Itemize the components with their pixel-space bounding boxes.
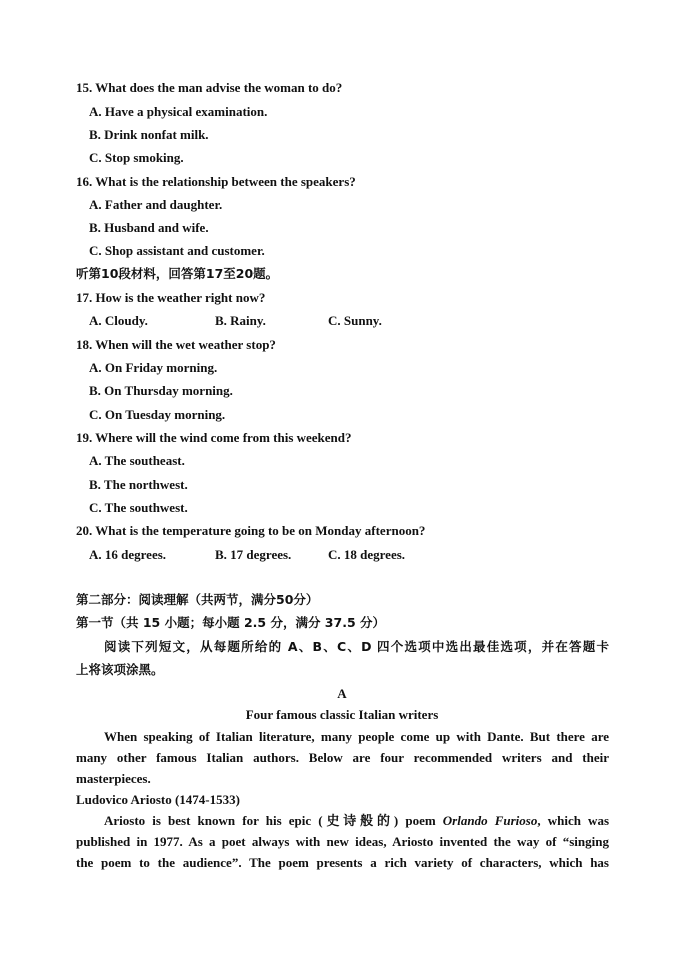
option-16-c: C. Shop assistant and customer.	[89, 243, 265, 258]
option-20-a: A. 16 degrees.	[89, 547, 167, 562]
section1-heading: 第一节（共 15 小题；每小题 2.5 分，满分 37.5 分）	[76, 615, 385, 630]
option-20-b: B. 17 degrees.	[215, 547, 292, 562]
p2-text-b: , which was	[537, 813, 610, 828]
passage-title: Four famous classic Italian writers	[245, 707, 439, 722]
part2-heading: 第二部分：阅读理解（共两节，满分50分）	[76, 592, 319, 607]
reading-instruction-line2: 上将该项涂黑。	[76, 662, 164, 677]
option-15-a: A. Have a physical examination.	[89, 104, 268, 119]
option-18-a: A. On Friday morning.	[89, 360, 218, 375]
question-18: 18. When will the wet weather stop?	[76, 337, 276, 352]
passage-p2-line3: the poem to the audience”. The poem presents a rich variety of characters, which has	[76, 855, 609, 870]
passage-p1-line2: many other famous Italian authors. Below are four recommended writers and their	[76, 750, 609, 765]
passage-p2-line2: published in 1977. As a poet always with new ideas, Ariosto invented the way of “singing	[76, 834, 609, 849]
option-15-c: C. Stop smoking.	[89, 150, 184, 165]
reading-instruction-line1: 阅读下列短文，从每题所给的 A、B、C、D 四个选项中选出最佳选项，并在答题卡	[104, 639, 609, 654]
option-16-b: B. Husband and wife.	[89, 220, 209, 235]
option-19-b: B. The northwest.	[89, 477, 188, 492]
instruction-material-10: 听第10段材料，回答第17至20题。	[76, 266, 279, 281]
option-19-a: A. The southeast.	[89, 453, 185, 468]
p2-text-a: Ariosto is best known for his epic (史诗般的) poem	[104, 813, 443, 828]
passage-p1-line3: masterpieces.	[76, 771, 151, 786]
option-17-c: C. Sunny.	[328, 313, 382, 328]
question-20: 20. What is the temperature going to be on Monday afternoon?	[76, 523, 426, 538]
passage-p1-line1: When speaking of Italian literature, many people come up with Dante. But there are	[104, 729, 609, 744]
question-16: 16. What is the relationship between the speakers?	[76, 174, 356, 189]
question-15: 15. What does the man advise the woman to do?	[76, 80, 343, 95]
question-17: 17. How is the weather right now?	[76, 290, 266, 305]
option-19-c: C. The southwest.	[89, 500, 188, 515]
option-18-c: C. On Tuesday morning.	[89, 407, 226, 422]
option-16-a: A. Father and daughter.	[89, 197, 223, 212]
option-20-c: C. 18 degrees.	[328, 547, 406, 562]
option-17-b: B. Rainy.	[215, 313, 266, 328]
passage-p2-line1	[104, 813, 609, 829]
question-19: 19. Where will the wind come from this weekend?	[76, 430, 352, 445]
option-15-b: B. Drink nonfat milk.	[89, 127, 209, 142]
option-17-a: A. Cloudy.	[89, 313, 148, 328]
option-18-b: B. On Thursday morning.	[89, 383, 233, 398]
poem-title: Orlando Furioso	[442, 813, 538, 828]
author-heading: Ludovico Ariosto (1474-1533)	[76, 792, 240, 807]
passage-letter: A	[337, 686, 347, 701]
